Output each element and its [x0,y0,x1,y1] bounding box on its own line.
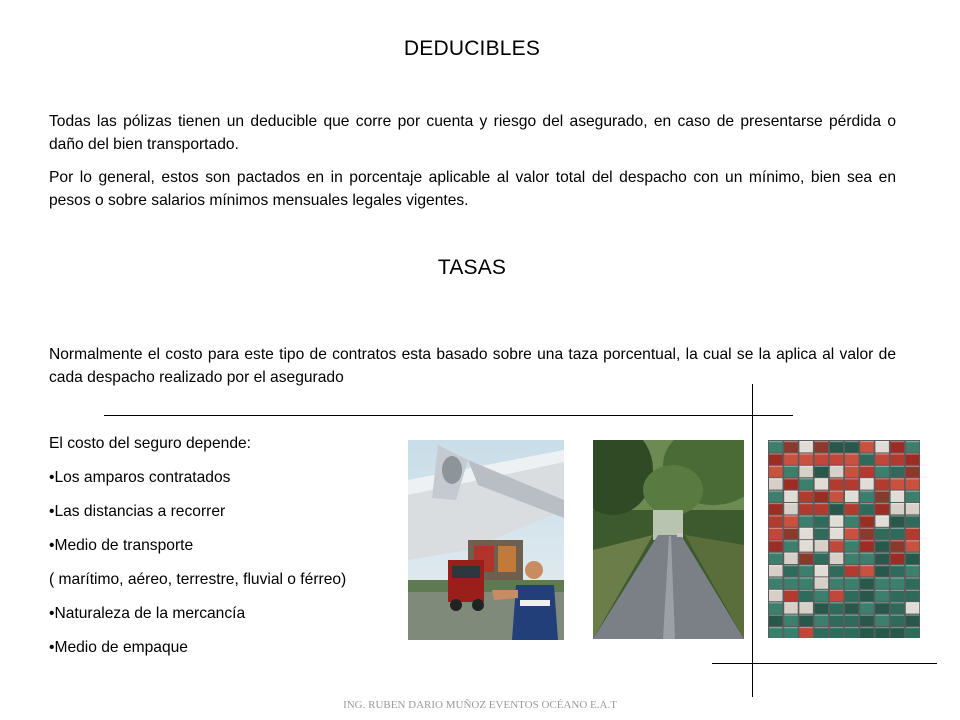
divider-line-bottom [712,663,937,664]
road-photo [593,440,744,639]
list-item: •Naturaleza de la mercancía [49,605,246,622]
tasas-title: TASAS [437,256,507,279]
list-item: •Los amparos contratados [49,469,231,486]
shipping-containers-photo [768,440,920,638]
divider-line-vertical [752,384,753,697]
deducibles-title: DEDUCIBLES [403,37,541,60]
footer-credit: ING. RUBEN DARIO MUÑOZ EVENTOS OCÉANO E.A.T [343,699,617,711]
list-item: ( marítimo, aéreo, terrestre, fluvial o férreo) [49,571,347,588]
deducibles-paragraph-1: Todas las pólizas tienen un deducible que corre por cuenta y riesgo del asegurado, en caso de presentarse pérdida o daño del bien transportado. [49,113,896,153]
airplane-cargo-photo [408,440,564,640]
divider-line-top [104,415,793,416]
list-item: •Medio de empaque [49,639,188,656]
list-item: •Las distancias a recorrer [49,503,226,520]
tasas-paragraph: Normalmente el costo para este tipo de contratos esta basado sobre una taza porcentual, la cual se la aplica al valor de cada despacho realizado por el asegurado [49,346,896,386]
deducibles-paragraph-2: Por lo general, estos son pactados en in porcentaje aplicable al valor total del despacho con un mínimo, bien sea en pesos o sobre salarios mínimos mensuales legales vigentes. [49,169,896,209]
list-intro: El costo del seguro depende: [49,435,251,452]
cost-factors-list [49,432,429,670]
list-item: •Medio de transporte [49,537,194,554]
